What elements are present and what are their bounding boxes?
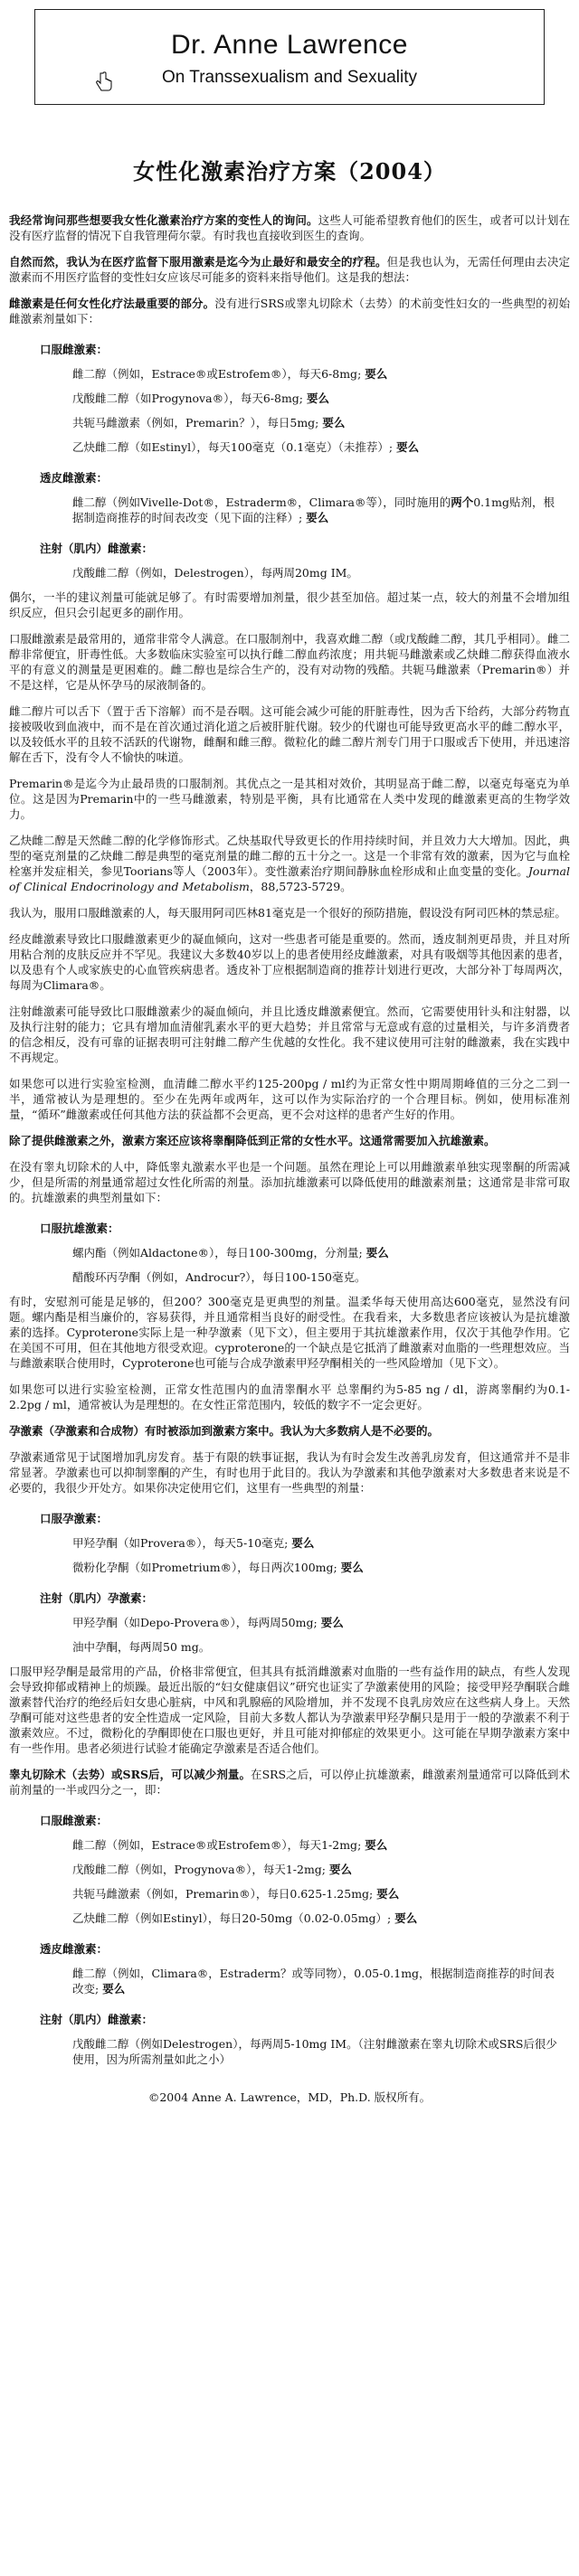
body-paragraph: 注射雌激素可能导致比口服雌激素少的凝血倾向，并且比透皮雌激素便宜。然而，它需要使用针头和注射器，以及执行注射的能力；它具有增加血清催乳素水平的更大趋势；并且常常与无意或有意的过量相关，与许多消费者的信念相反，没有可靠的证据表明可注射雌二醇产生优越的女性化。我不建议使用可注射的雌激素，我在实践中不再规定。 (9, 1005, 570, 1064)
body-paragraph: Premarin®是迄今为止最昂贵的口服制剂。其优点之一是其相对效价，其明显高于雌二醇，以毫克每毫克为单位。这是因为Premarin中的一些马雌激素，特别是平衡，具有比通常在人类中发现的雌激素更高的生物学效力。 (9, 777, 570, 821)
oral-progestogen-heading: 口服孕激素： (40, 1512, 109, 1525)
regimen-text: 戊酸雌二醇（如Progynova®），每天6-8mg; (72, 392, 304, 405)
postop-injected-heading: 注射（肌内）雌激素： (40, 2013, 154, 2026)
estrogen-paragraph (9, 296, 570, 326)
body-paragraph (9, 833, 570, 894)
site-subtitle: On Transsexualism and Sexuality (162, 68, 417, 87)
postop-paragraph (9, 1767, 570, 1798)
regimen-item (72, 415, 570, 430)
regimen-emphasis: 两个 (451, 495, 474, 509)
hand-cursor-icon (95, 71, 113, 93)
body-paragraph: 在没有睾丸切除术的人中，降低睾丸激素水平也是一个问题。虽然在理论上可以用雌激素单独实现睾酮的所需减少，但是所需的剂量通常超过女性化所需的剂量。添加抗雄激素可以降低使用的雌激素剂量；这通常是非常可取的。抗雄激素的典型剂量如下： (9, 1160, 570, 1204)
regimen-text: 醋酸环丙孕酮（例如，Androcur?），每日100-150毫克。 (72, 1270, 366, 1284)
intro-paragraph (9, 212, 570, 243)
regimen-text: 乙炔雌二醇（如Estinyl），每天100毫克（0.1毫克）（未推荐）; (72, 440, 394, 454)
regimen-or: 要么 (365, 1838, 388, 1852)
regimen-item (72, 1966, 563, 1996)
body-paragraph: 有时，安慰剂可能是足够的，但200？300毫克是更典型的剂量。温柔华每天使用高达600毫克，显然没有问题。螺内酯是相当廉价的，容易获得，并且通常相当良好的耐受性。在我看来，大多数患者应该被认为是抗雄激素的选择。Cyproterone实际上是一种孕激素（见下文），但主要用于其抗雄激素作用，仅次于其他孕作用。它在美国不可用，但在其他地方很受欢迎。cyproterone的一个缺点是它抵消了雌激素对血脂的一些理想效应。当与雌激素联合使用时，Cyproterone也可能与合成孕激素甲羟孕酮相关的一些风险增加（见下文）。 (9, 1295, 570, 1370)
regimen-or: 要么 (102, 1982, 126, 1996)
site-name: Dr. Anne Lawrence (171, 30, 408, 60)
regimen-item (72, 495, 563, 525)
regimen-item (72, 391, 570, 406)
regimen-text: 甲羟孕酮（如Provera®），每天5-10毫克; (72, 1536, 289, 1550)
regimen-or: 要么 (291, 1536, 315, 1550)
regimen-or: 要么 (365, 367, 388, 381)
estrogen-lead: 雌激素是任何女性化疗法最重要的部分。 (9, 297, 215, 310)
regimen-text: 雌二醇（例如Vivelle-Dot®，Estraderm®，Climara®等），同时施用的 (72, 495, 451, 509)
body-paragraph: 经皮雌激素导致比口服雌激素更少的凝血倾向，这对一些患者可能是重要的。然而，透皮制剂更昂贵，并且对所用粘合剂的皮肤反应并不罕见。我建议大多数40岁以上的患者使用经皮雌激素，对具有吸烟等其他因素的患者，以及患有个人或家族史的心血管疾病患者。透皮补丁应根据制造商的推荐计划进行更改，大部分补丁每周两次，每周为Climara®。 (9, 932, 570, 992)
oral-antiandrogen-heading: 口服抗雄激素： (40, 1222, 119, 1235)
page-title: 女性化激素治疗方案（2004） (133, 158, 446, 184)
regimen-or: 要么 (394, 1911, 418, 1925)
regimen-text: 雌二醇（例如，Estrace®或Estrofem®），每天6-8mg; (72, 367, 362, 381)
regimen-or: 要么 (306, 511, 329, 524)
body-paragraph: 我认为，服用口服雌激素的人，每天服用阿司匹林81毫克是一个很好的预防措施，假设没有阿司匹林的禁忌症。 (9, 906, 566, 920)
regimen-text: 甲羟孕酮（如Depo-Provera®），每两周50mg; (72, 1616, 318, 1629)
regimen-text: 微粉化孕酮（如Prometrium®），每日两次100mg; (72, 1561, 337, 1574)
regimen-item (72, 1639, 570, 1655)
postop-oral-heading: 口服雌激素： (40, 1814, 109, 1827)
copyright-footer: ©2004 Anne A. Lawrence，MD，Ph.D. 版权所有。 (147, 2090, 432, 2104)
regimen-item (72, 1615, 570, 1630)
regimen-item: 戊酸雌二醇（例如Delestrogen），每两周5-10mg IM。（注射雌激素在睾丸切除术或SRS后很少使用，因为所需剂量如此之小） (72, 2037, 557, 2066)
transdermal-estrogen-heading: 透皮雌激素： (40, 471, 109, 485)
body-paragraph: 如果您可以进行实验室检测，正常女性范围内的血清睾酮水平 总睾酮约为5-85 ng / dl，游离睾酮约为0.1-2.2pg / ml，通常被认为是理想的。在女性正常范围内，较低的数字不一定会更好。 (9, 1382, 570, 1411)
regimen-or: 要么 (376, 1887, 400, 1901)
regimen-text: 乙炔雌二醇（例如Estinyl），每日20-50mg（0.02-0.05mg）; (72, 1911, 392, 1925)
regimen-item (72, 439, 570, 455)
supervision-lead: 自然而然，我认为在医疗监督下服用激素是迄今为止最好和最安全的疗程。 (9, 255, 387, 269)
progestogen-lead: 孕激素（孕激素和合成物）有时被添加到激素方案中。我认为大多数病人是不必要的。 (9, 1424, 440, 1438)
injected-progestogen-heading: 注射（肌内）孕激素： (40, 1591, 154, 1605)
citation-journal: Journal of Clinical Endocrinology and Metabolism (9, 864, 570, 893)
supervision-paragraph (9, 254, 570, 285)
regimen-or: 要么 (365, 1246, 389, 1260)
regimen-item (72, 1837, 570, 1853)
body-paragraph: 雌二醇片可以舌下（置于舌下溶解）而不是吞咽。这可能会减少可能的肝脏毒性，因为舌下给药，大部分药物直接被吸收到血液中，而不是在首次通过消化道之后被肝脏代谢。较少的代谢也可能导致更高水平的雌二醇水平，以及较低水平的且较不活跃的代谢物，雌酮和雌三醇。微粒化的雌二醇片剂专门用于口服或舌下使用，并迅速溶解在舌下，没有令人不愉快的味道。 (9, 704, 570, 764)
body-paragraph (9, 1076, 570, 1122)
regimen-text: 雌二醇（例如，Climara®，Estraderm？或等同物），0.05-0.1mg，根据制造商推荐的时间表改变; (72, 1967, 555, 1996)
regimen-item: 戊酸雌二醇（例如，Delestrogen），每两周20mg IM。 (72, 566, 358, 580)
intro-lead: 我经常询问那些想要我女性化激素治疗方案的变性人的询问。 (9, 213, 318, 227)
regimen-or: 要么 (322, 416, 346, 429)
regimen-or: 要么 (307, 392, 330, 405)
regimen-text: 共轭马雌激素（例如，Premarin®），每日0.625-1.25mg; (72, 1887, 374, 1901)
body-paragraph: 偶尔，一半的建议剂量可能就足够了。有时需要增加剂量，很少甚至加倍。超过某一点，较大的剂量不会增加组织反应，但只会引起更多的副作用。 (9, 590, 570, 619)
regimen-or: 要么 (320, 1616, 344, 1629)
body-text: 如果您可以进行实验室检测，血清雌二醇水平约125-200pg / ml约为正常女性中期周期峰值的三分之二到一半，通常被认为是理想的。至少在先两年或两年，这可以作为实际治疗的一个合理目标。 (9, 1077, 570, 1106)
regimen-item (72, 1245, 570, 1260)
intro-text: 这些人可能希望教育他们的医生，或者可以计划在没有医疗监督的情况下自我管理荷尔蒙。有时我也直接收到医生的查询。 (9, 213, 570, 242)
regimen-text: 螺内酯（例如Aldactone®），每日100-300mg，分剂量; (72, 1246, 363, 1260)
regimen-or: 要么 (396, 440, 420, 454)
estrogen-text: 没有进行SRS或睾丸切除术（去势）的术前变性妇女的一些典型的初始雌激素剂量如下： (9, 297, 570, 326)
regimen-item (72, 1269, 570, 1285)
regimen-item (72, 1911, 570, 1926)
regimen-item (72, 1886, 570, 1901)
postop-text: 在SRS之后，可以停止抗雄激素，雌激素剂量通常可以降低到术前剂量的一半或四分之一，即： (9, 1768, 570, 1797)
body-text-cont: 例如，使用标准剂量，“循环”雌激素或任何其他方法的获益都不会更高，更不会对这样的患者产生好的作用。 (9, 1092, 570, 1121)
oral-estrogen-heading: 口服雌激素： (40, 343, 109, 356)
regimen-text: 共轭马雌激素（例如，Premarin？），每日5mg; (72, 416, 319, 429)
citation-ref: ，88,5723-5729。 (249, 880, 352, 893)
postop-lead: 睾丸切除术（去势）或SRS后，可以减少剂量。 (9, 1768, 252, 1781)
postop-transdermal-heading: 透皮雌激素： (40, 1942, 109, 1956)
regimen-item (72, 1535, 570, 1551)
regimen-or: 要么 (329, 1863, 353, 1876)
regimen-item (72, 1862, 570, 1877)
antiandrogen-lead: 除了提供雌激素之外，激素方案还应该将睾酮降低到正常的女性水平。这通常需要加入抗雄激素。 (9, 1134, 496, 1147)
regimen-text: 雌二醇（例如，Estrace®或Estrofem®），每天1-2mg; (72, 1838, 362, 1852)
body-text: 乙炔雌二醇是天然雌二醇的化学修饰形式。乙炔基取代导致更长的作用持续时间，并且效力大大增加。因此，典型的毫克剂量的乙炔雌二醇是典型的毫克剂量的雌二醇的五十分之一。这是一个非常有效的激素，因为它与血栓栓塞并发症相关，参见Toorians等人（2003年）。变性激素治疗期间静脉血栓形成和止血变量的变化。 (9, 834, 570, 878)
body-paragraph: 口服甲羟孕酮是最常用的产品，价格非常便宜，但其具有抵消雌激素对血脂的一些有益作用的缺点，有些人发现会导致抑郁或精神上的烦躁。最近出版的“妇女健康倡议”研究也证实了孕激素使用的风险；接受甲羟孕酮联合雌激素替代治疗的绝经后妇女患心脏病，中风和乳腺癌的风险增加，并不发现不良乳房效应在这些病人身上。天然孕酮可能对这些患者的安全性造成一定风险，目前大多数人都认为孕激素甲羟孕酮只是用于一般的孕激素不利于激素效应。不过，微粉化的孕酮即使在口服也更好，并且可能对抑郁症的效果更小。这可能在早期孕激素方案中有一些作用。患者必须进行试验才能确定孕激素是否适合他们。 (9, 1665, 570, 1755)
regimen-text: 油中孕酮，每两周50 mg。 (72, 1640, 211, 1654)
injected-estrogen-heading: 注射（肌内）雌激素： (40, 542, 154, 555)
body-paragraph: 口服雌激素是最常用的，通常非常令人满意。在口服制剂中，我喜欢雌二醇（或戊酸雌二醇，其几乎相同）。雌二醇非常便宜，肝毒性低。大多数临床实验室可以执行雌二醇血药浓度；用共轭马雌激素或乙炔雌二醇获得血液水平的有意义的测量是更困难的。雌二醇也是综合生产的，没有对动物的残酷。共轭马雌激素（Premarin®）并不是这样，它是从怀孕马的尿液制备的。 (9, 632, 570, 692)
supervision-text: 但是我也认为，无需任何理由去决定激素而不用医疗监督的变性妇女应该尽可能多的资料来指导他们。这是我的想法： (9, 255, 570, 284)
site-header[interactable] (34, 9, 545, 105)
regimen-item (72, 1560, 570, 1575)
body-paragraph: 孕激素通常见于试图增加乳房发育。基于有限的轶事证据，我认为有时会发生改善乳房发育，但这通常并不是非常显著。孕激素也可以抑制睾酮的产生，有时也用于此目的。我认为孕激素和其他孕激素对大多数患者来说是不必要的，我很少开处方。如果你决定使用它们，这里有一些典型的剂量： (9, 1450, 570, 1495)
regimen-text: 0.1mg贴剂，根据制造商推荐的时间表改变（见下面的注释）; (72, 495, 555, 524)
regimen-text: 戊酸雌二醇（例如，Progynova®），每天1-2mg; (72, 1863, 327, 1876)
antiandrogen-lead-paragraph (9, 1133, 570, 1148)
regimen-or: 要么 (340, 1561, 364, 1574)
regimen-item (72, 366, 570, 382)
progestogen-lead-paragraph (9, 1423, 570, 1439)
